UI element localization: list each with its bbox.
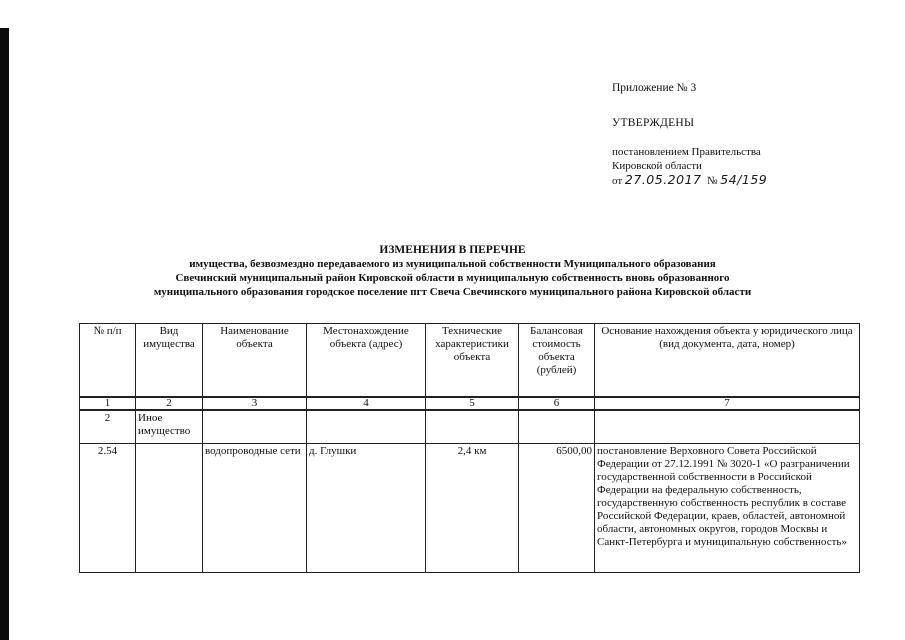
category-num: 2 (80, 410, 136, 444)
row-name: водопроводные сети (203, 444, 307, 573)
decree-number-prefix: № (707, 175, 718, 187)
decree-line-2: Кировской области (612, 159, 702, 172)
table-row (80, 444, 860, 573)
row-basis: постановление Верховного Совета Российской Федерации от 27.12.1991 № 3020-1 «О разграничении государственной собственности в Российской Федерации на федеральную собственность, государственную собственность республик в составе Российской Федерации, краев, областей, автономной области, автономных округов, городов Москвы и Санкт-Петербурга и муниципальную собственность» (595, 444, 860, 573)
approved-label: УТВЕРЖДЕНЫ (612, 117, 695, 129)
title-line-3: Свечинский муниципальный район Кировской области в муниципальную собственность вновь образованного (175, 272, 730, 284)
row-num: 2.54 (80, 444, 136, 573)
row-specs: 2,4 км (426, 444, 519, 573)
header-basis: Основание нахождения объекта у юридического лица (вид документа, дата, номер) (595, 324, 860, 398)
decree-date-prefix: от (612, 175, 623, 187)
row-location: д. Глушки (307, 444, 426, 573)
decree-date: 27.05.2017 (624, 172, 702, 187)
appendix-label: Приложение № 3 (612, 82, 697, 94)
category-row (80, 410, 860, 444)
header-value: Балансовая стоимость объекта (рублей) (519, 324, 595, 398)
header-specs: Технические характеристики объекта (426, 324, 519, 398)
header-name: Наименование объекта (203, 324, 307, 398)
row-type (136, 444, 203, 573)
document-title (100, 243, 805, 299)
decree-line-1: постановлением Правительства (612, 146, 761, 158)
title-line-1: ИЗМЕНЕНИЯ В ПЕРЕЧНЕ (379, 244, 526, 256)
column-number: 6 (519, 397, 595, 410)
column-number-row (80, 397, 860, 410)
row-value: 6500,00 (519, 444, 595, 573)
header-type: Вид имущества (136, 324, 203, 398)
column-number: 1 (80, 397, 136, 410)
header-num: № п/п (80, 324, 136, 398)
column-number: 4 (307, 397, 426, 410)
decree-block (612, 146, 767, 189)
decree-line-3 (612, 173, 767, 189)
title-line-4: муниципального образования городское поселение пгт Свеча Свечинского муниципального района Кировской области (153, 286, 752, 298)
header-location: Местонахождение объекта (адрес) (307, 324, 426, 398)
column-number: 3 (203, 397, 307, 410)
column-number: 7 (595, 397, 860, 410)
scan-edge (0, 28, 9, 640)
decree-number: 54/159 (720, 172, 768, 187)
column-number: 2 (136, 397, 203, 410)
property-table (79, 323, 860, 573)
column-number: 5 (426, 397, 519, 410)
table-header-row (80, 324, 860, 398)
category-type: Иное имущество (136, 410, 203, 444)
title-line-2: имущества, безвозмездно передаваемого из муниципальной собственности Муниципального образования (189, 258, 716, 270)
